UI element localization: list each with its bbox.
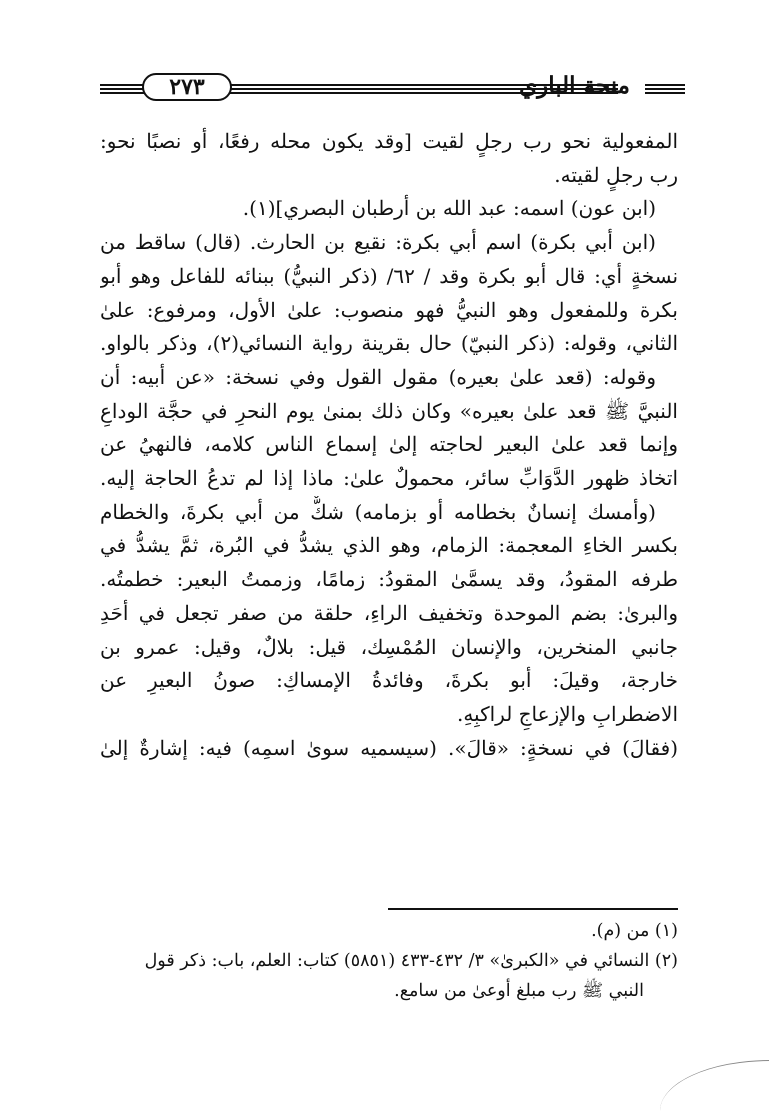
page-number: ٢٧٣	[142, 73, 232, 101]
running-header	[100, 70, 680, 106]
page-corner-mark	[660, 1060, 769, 1111]
text-line: (فقالَ) في نسخةٍ: «قالَ». (سيسميه سوىٰ اسمِه) فيه: إشارةٌ إلىٰ	[100, 735, 678, 760]
text-line: (ابن عون) اسمه: عبد الله بن أرطبان البصري](١).	[242, 196, 656, 221]
text-line: طرفه المقودُ، وقد يسمَّىٰ المقودُ: زمامًا، وزممتُ البعير: خطمتُه.	[100, 567, 678, 592]
text-line: نسخةٍ أي: قال أبو بكرة وقد / ٦٢/ (ذكر النبيُّ) ببنائه للفاعل وهو أبو	[100, 263, 678, 288]
book-title: منحة الباري	[519, 72, 630, 99]
footnote-2: (٢) النسائي في «الكبرىٰ» ٣/ ٤٣٢-٤٣٣ (٥٨٥١) كتاب: العلم، باب: ذكر قول	[144, 951, 678, 971]
text-line: (وأمسك إنسانٌ بخطامه أو بزمامه) شكٌّ من أبي بكرةَ، والخطام	[100, 499, 656, 524]
text-line: خارجة، وقيلَ: أبو بكرةَ، وفائدةُ الإمساكِ: صونُ البعيرِ عن	[100, 668, 678, 693]
footnotes	[100, 916, 678, 1006]
text-line: (ابن أبي بكرة) اسم أبي بكرة: نقيع بن الحارث. (قال) ساقط من	[100, 230, 656, 255]
main-text	[100, 125, 678, 765]
text-line: وإنما قعد علىٰ البعير لحاجته إلىٰ إسماع الناس كلامه، فالنهيُ عن	[100, 432, 678, 457]
footnote-2-continuation: النبي ﷺ رب مبلغ أوعىٰ من سامع.	[394, 981, 644, 1001]
footnote-1: (١) من (م).	[591, 921, 678, 941]
text-line: الاضطرابِ والإزعاجِ لراكبِهِ.	[456, 701, 678, 726]
footnote-separator	[388, 908, 678, 910]
text-line: والبرىٰ: بضم الموحدة وتخفيف الراءِ، حلقة من صفر تجعل في أحَدِ	[100, 600, 678, 625]
text-line: النبيَّ ﷺ قعد علىٰ بعيره» وكان ذلك بمنىٰ يوم النحرِ في حجَّة الوداعِ	[100, 398, 678, 423]
text-line: بكسر الخاءِ المعجمة: الزمام، وهو الذي يشدُّ في البُرة، ثمَّ يشدُّ في	[100, 533, 678, 558]
text-line: المفعولية نحو رب رجلٍ لقيت [وقد يكون محله رفعًا، أو نصبًا نحو:	[100, 129, 678, 153]
text-line: بكرة وللمفعول وهو النبيُّ فهو منصوب: علىٰ الأول، ومرفوع: علىٰ	[100, 297, 678, 322]
text-line: جانبي المنخرين، والإنسان المُمْسِك، قيل: بلالٌ، وقيل: عمرو بن	[100, 634, 678, 659]
text-line: وقوله: (قعد علىٰ بعيره) مقول القول وفي نسخة: «عن أبيه: أن	[100, 364, 656, 389]
header-rule-right	[645, 84, 685, 93]
text-line: الثاني، وقوله: (ذكر النبيّ) حال بقرينة رواية النسائي(٢)، وذكر بالواو.	[100, 331, 678, 356]
text-line: اتخاذ ظهور الدَّوَابِّ سائر، محمولٌ علىٰ: ماذا إذا لم تدعُ الحاجة إليه.	[100, 466, 678, 491]
text-line: رب رجلٍ لقيته.	[554, 162, 678, 187]
